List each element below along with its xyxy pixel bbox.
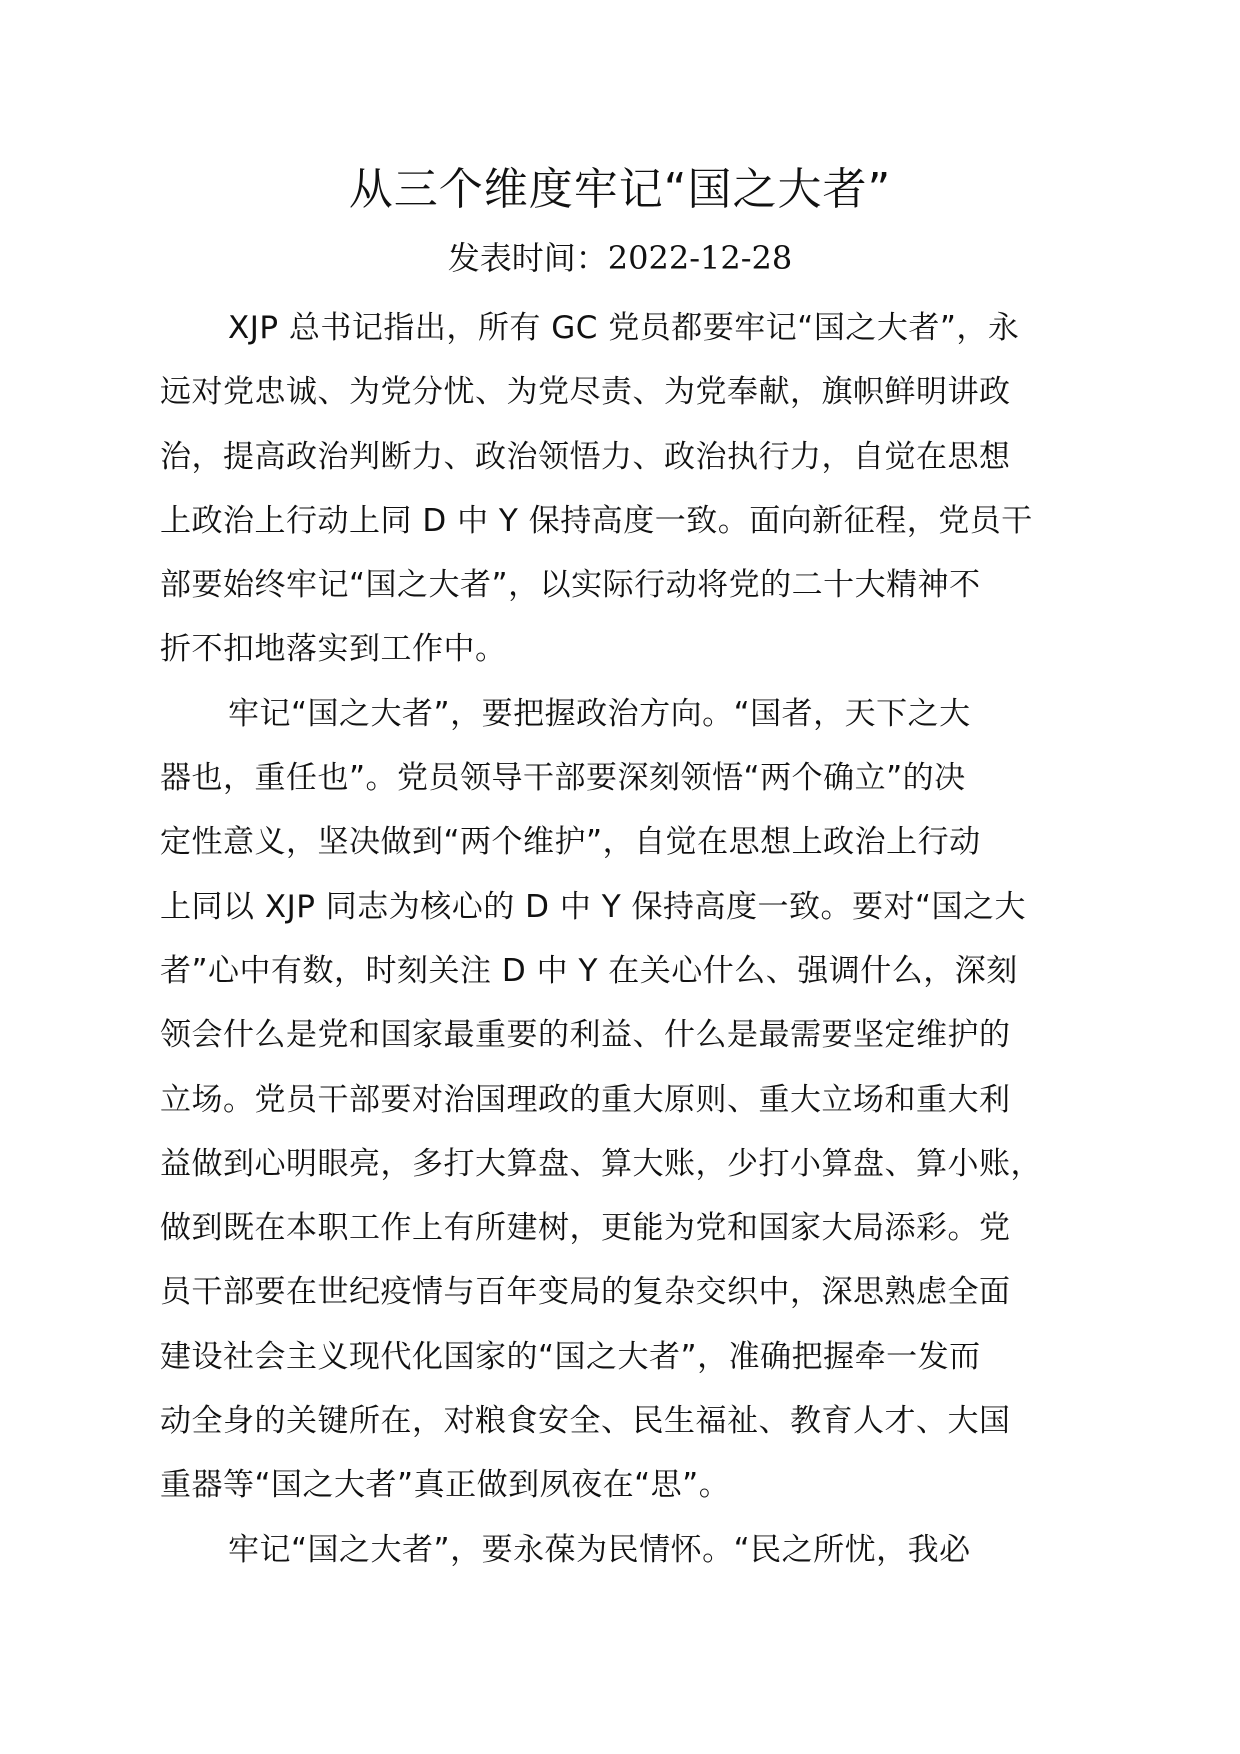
- paragraph-1-line: 治，提高政治判断力、政治领悟力、政治执行力，自觉在思想: [160, 438, 1011, 475]
- publish-date: [0, 234, 1240, 282]
- article-title: 从三个维度牢记“国之大者”: [348, 164, 892, 215]
- paragraph-1-line: 远对党忠诚、为党分忧、为党尽责、为党奉献，旗帜鲜明讲政: [160, 374, 1011, 411]
- paragraph-2-line: 重器等“国之大者”真正做到夙夜在“思”。: [160, 1467, 731, 1504]
- paragraph-1-line: 上政治上行动上同 D 中 Y 保持高度一致。面向新征程，党员干: [160, 502, 1033, 539]
- publish-date-label: 发表时间：: [447, 239, 608, 277]
- paragraph-1-line: 部要始终牢记“国之大者”，以实际行动将党的二十大精神不: [160, 567, 981, 604]
- paragraph-2-line: 器也，重任也”。党员领导干部要深刻领悟“两个确立”的决: [160, 760, 966, 797]
- paragraph-2-line: 建设社会主义现代化国家的“国之大者”，准确把握牵一发而: [160, 1338, 981, 1375]
- paragraph-2-line: 益做到心明眼亮，多打大算盘、算大账，少打小算盘、算小账，: [160, 1145, 1042, 1182]
- article-body: [160, 296, 1100, 1582]
- paragraph-2-line: 领会什么是党和国家最重要的利益、什么是最需要坚定维护的: [160, 1017, 1011, 1054]
- paragraph-2-line: 定性意义，坚决做到“两个维护”，自觉在思想上政治上行动: [160, 824, 981, 861]
- paragraph-3-line: 牢记“国之大者”，要永葆为民情怀。“民之所忧，我必: [228, 1531, 971, 1568]
- paragraph-2-line: 员干部要在世纪疫情与百年变局的复杂交织中，深思熟虑全面: [160, 1274, 1011, 1311]
- paragraph-1-line: 折不扣地落实到工作中。: [160, 631, 507, 668]
- publish-date-value: 2022-12-28: [607, 239, 793, 277]
- paragraph-2-line: 动全身的关键所在，对粮食安全、民生福祉、教育人才、大国: [160, 1403, 1011, 1440]
- paragraph-2-line: 者”心中有数，时刻关注 D 中 Y 在关心什么、强调什么，深刻: [160, 952, 1018, 989]
- paragraph-2-line: 做到既在本职工作上有所建树，更能为党和国家大局添彩。党: [160, 1210, 1011, 1247]
- paragraph-2-line: 牢记“国之大者”，要把握政治方向。“国者，天下之大: [228, 695, 971, 732]
- paragraph-2-line: 立场。党员干部要对治国理政的重大原则、重大立场和重大利: [160, 1081, 1011, 1118]
- paragraph-1-line: XJP 总书记指出，所有 GC 党员都要牢记“国之大者”，永: [228, 310, 1020, 346]
- paragraph-2-line: 上同以 XJP 同志为核心的 D 中 Y 保持高度一致。要对“国之大: [160, 888, 1027, 925]
